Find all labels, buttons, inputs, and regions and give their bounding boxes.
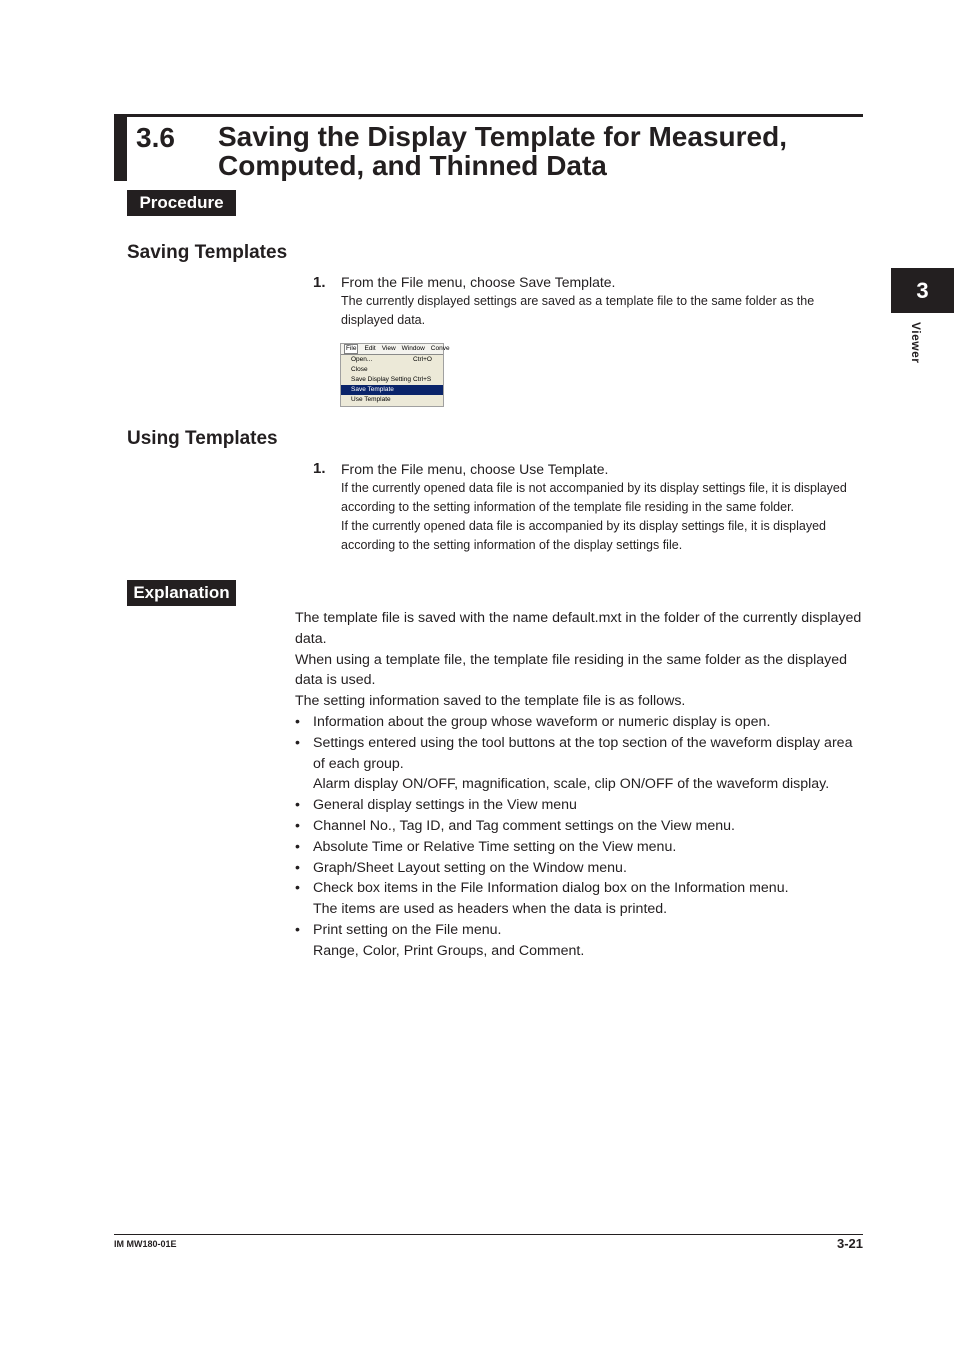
saving-templates-heading: Saving Templates <box>127 242 288 263</box>
chapter-label <box>905 322 925 382</box>
footer-rule <box>114 1234 863 1235</box>
list-item-text: Information about the group whose waveform or numeric display is open. <box>313 713 771 730</box>
explanation-paragraph: The setting information saved to the template file is as follows. <box>295 693 686 710</box>
menu-file[interactable]: File <box>346 345 357 352</box>
menu-item-label: Close <box>351 366 368 373</box>
list-item <box>295 816 865 837</box>
page-number: 3-21 <box>836 1236 863 1251</box>
list-item-text: Print setting on the File menu. <box>313 921 502 938</box>
list-item <box>295 837 865 858</box>
using-step-note-2: If the currently opened data file is accompanied by its display settings file, it is displayed according to the setting information of the display settings file. <box>341 519 826 552</box>
menu-item-label: Save Display Setting <box>351 376 411 383</box>
explanation-paragraph: The template file is saved with the name default.mxt in the folder of the currently displayed data. <box>295 610 862 647</box>
menu-bar <box>341 344 450 355</box>
chapter-label-text: Viewer <box>909 322 923 364</box>
using-step-number: 1. <box>313 460 326 477</box>
bullet-icon: • <box>295 713 300 730</box>
bullet-icon: • <box>295 797 300 814</box>
list-item-subtext: Range, Color, Print Groups, and Comment. <box>313 942 585 959</box>
bullet-icon: • <box>295 921 300 938</box>
list-item-text: Settings entered using the tool buttons at the top section of the waveform display area of each group. <box>313 734 853 772</box>
menu-item-close[interactable] <box>341 365 443 375</box>
list-item <box>295 858 865 879</box>
doc-id: IM MW180-01E <box>114 1239 177 1249</box>
list-item-text: Channel No., Tag ID, and Tag comment settings on the View menu. <box>313 817 735 834</box>
menu-item-shortcut: Ctrl+S <box>413 376 432 383</box>
menu-item-open[interactable] <box>341 355 443 365</box>
menu-item-use-template[interactable] <box>341 395 443 405</box>
saving-step-number: 1. <box>313 274 326 291</box>
list-item-text: Absolute Time or Relative Time setting on the View menu. <box>313 838 677 855</box>
bullet-icon: • <box>295 817 300 834</box>
file-menu-screenshot <box>340 343 450 407</box>
saving-step-text: From the File menu, choose Save Template. <box>341 274 616 290</box>
list-item-subtext: The items are used as headers when the data is printed. <box>313 901 668 918</box>
using-step-note-1: If the currently opened data file is not accompanied by its display settings file, it is displayed according to the setting information of the template file residing in the same folder. <box>341 481 847 514</box>
saving-step-note: The currently displayed settings are saved as a template file to the same folder as the displayed data. <box>341 294 815 327</box>
list-item <box>295 733 865 795</box>
bullet-icon: • <box>295 859 300 876</box>
list-item-text: General display settings in the View menu <box>313 797 577 814</box>
section-number: 3.6 <box>136 122 175 153</box>
procedure-label: Procedure <box>127 190 236 216</box>
menu-convert[interactable]: Conve <box>430 345 450 352</box>
bullet-icon: • <box>295 734 300 751</box>
explanation-paragraph: When using a template file, the template file residing in the same folder as the displayed data is used. <box>295 651 848 689</box>
settings-list <box>295 712 865 962</box>
list-item-text: Check box items in the File Information dialog box on the Information menu. <box>313 880 789 897</box>
menu-item-save-display-setting[interactable] <box>341 375 443 385</box>
list-item <box>295 878 865 920</box>
section-title: Saving the Display Template for Measured, Computed, and Thinned Data <box>218 121 787 181</box>
menu-item-label: Open... <box>351 356 373 363</box>
menu-view[interactable]: View <box>381 345 396 352</box>
bullet-icon: • <box>295 880 300 897</box>
using-step-text: From the File menu, choose Use Template. <box>341 461 609 477</box>
using-templates-heading: Using Templates <box>127 428 278 449</box>
explanation-label: Explanation <box>127 580 236 606</box>
menu-item-save-template[interactable] <box>341 385 443 395</box>
list-item-subtext: Alarm display ON/OFF, magnification, scale, clip ON/OFF of the waveform display. <box>313 776 830 793</box>
menu-item-shortcut: Ctrl+O <box>413 356 432 363</box>
list-item-text: Graph/Sheet Layout setting on the Window menu. <box>313 859 627 876</box>
list-item <box>295 920 865 962</box>
section-top-rule <box>114 114 863 117</box>
chapter-tab: 3 <box>891 268 954 313</box>
explanation-body <box>295 608 865 962</box>
menu-item-label: Save Template <box>351 386 394 393</box>
bullet-icon: • <box>295 838 300 855</box>
section-side-bar <box>114 114 127 181</box>
list-item <box>295 795 865 816</box>
menu-window[interactable]: Window <box>401 345 425 352</box>
menu-edit[interactable]: Edit <box>364 345 376 352</box>
menu-item-label: Use Template <box>351 396 391 403</box>
list-item <box>295 712 865 733</box>
